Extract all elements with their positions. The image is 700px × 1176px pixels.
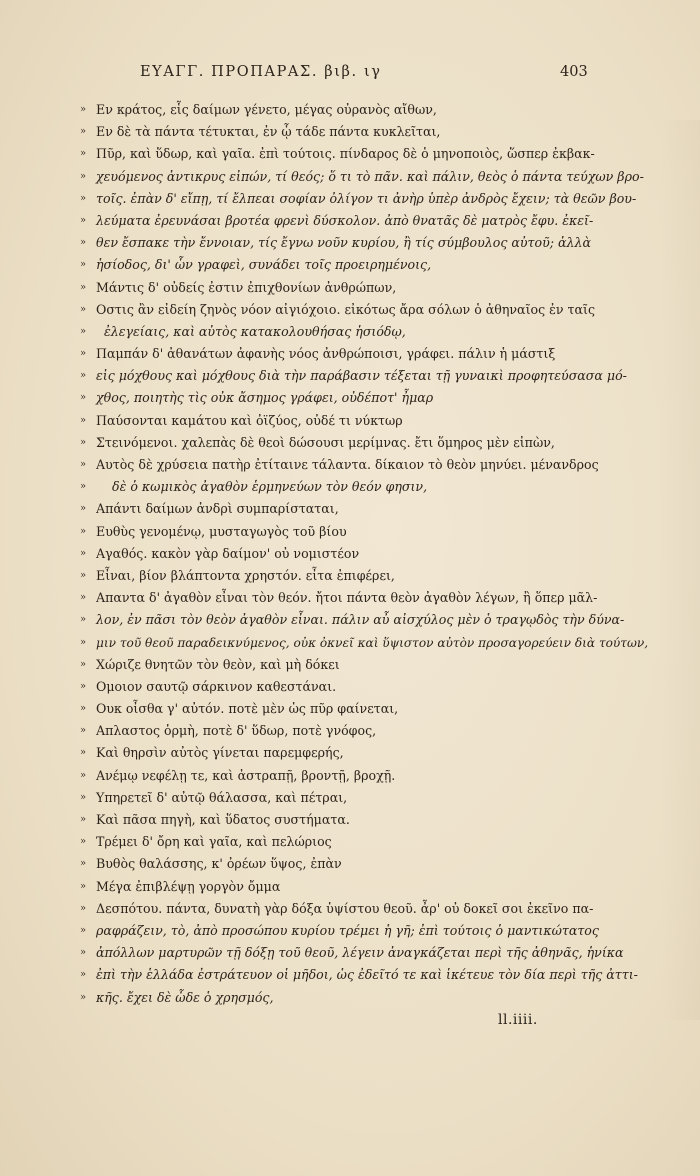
text-line [0, 299, 700, 321]
text-block [0, 99, 700, 1009]
line-text: Μάντις δ' οὐδείς ἐστιν ἐπιχθονίων ἀνθρώπων, [96, 279, 397, 295]
text-line [0, 99, 700, 121]
line-text: Καὶ πᾶσα πηγὴ, καὶ ὕδατος συστήματα. [96, 812, 350, 827]
line-text: Τρέμει δ' ὄρη καὶ γαῖα, καὶ πελώριος [96, 834, 332, 850]
text-line [0, 765, 700, 787]
quotation-mark: » [80, 902, 87, 914]
line-text: χθος, ποιητὴς τὶς οὐκ ἄσημος γράφει, οὐδέποτ' ἦμαρ [96, 390, 434, 406]
quotation-mark: » [80, 214, 87, 226]
line-text: Εν κράτος, εἷς δαίμων γένετο, μέγας οὐρανὸς αἴθων, [96, 102, 437, 117]
line-text: μιν τοῦ θεοῦ παραδεικνύμενος, οὐκ ὀκνεῖ καὶ ὕψιστον αὐτὸν προσαγορεύειν διὰ τούτων, [96, 635, 649, 650]
text-line [0, 543, 700, 565]
text-line [0, 609, 700, 631]
line-text: κῆς. ἔχει δὲ ὧδε ὁ χρησμός, [96, 989, 274, 1005]
line-text: χευόμενος ἀντικρυς εἰπών, τί θεός; ὅ τι τὸ πᾶν. καὶ πάλιν, θεὸς ὁ πάντα τεύχων βρο- [96, 168, 644, 184]
text-line [0, 787, 700, 809]
line-text: Ανέμῳ νεφέλῃ τε, καὶ ἀστραπῇ, βροντῇ, βροχῇ. [96, 767, 396, 783]
text-line [0, 521, 700, 543]
line-text: Στεινόμενοι. χαλεπὰς δὲ θεοὶ δώσουσι μερίμνας. ἔτι ὅμηρος μὲν εἰπὼν, [96, 434, 555, 450]
quotation-mark: » [80, 658, 87, 670]
line-text: Υπηρετεῖ δ' αὐτῷ θάλασσα, καὶ πέτραι, [96, 789, 348, 805]
quotation-mark: » [80, 592, 87, 604]
quotation-mark: » [80, 991, 87, 1003]
quotation-mark: » [80, 392, 87, 404]
quotation-mark: » [80, 858, 87, 870]
quotation-mark: » [80, 924, 87, 936]
text-line [0, 565, 700, 587]
line-text: Απαντα δ' ἀγαθὸν εἶναι τὸν θεόν. ἤτοι πάντα θεὸν ἀγαθὸν λέγων, ἢ ὅπερ μᾶλ- [96, 590, 598, 606]
text-line [0, 232, 700, 254]
page-number: 403 [560, 64, 588, 80]
quotation-mark: » [80, 325, 87, 337]
quotation-mark: » [80, 126, 87, 138]
line-text: λον, ἐν πᾶσι τὸν θεὸν ἀγαθὸν εἶναι. πάλιν αὖ αἰσχύλος μὲν ὁ τραγῳδὸς τὴν δύνα- [96, 612, 625, 628]
line-text: τοῖς. ἐπὰν δ' εἴπῃ, τί ἔλπεαι σοφίαν ὀλίγον τι ἀνὴρ ὑπὲρ ἀνδρὸς ἔχειν; τὰ θεῶν βου- [96, 190, 637, 206]
quotation-mark: » [80, 348, 87, 360]
quotation-mark: » [80, 947, 87, 959]
line-text: Πῦρ, καὶ ὕδωρ, καὶ γαῖα. ἐπὶ τούτοις. πίνδαρος δὲ ὁ μηνοποιὸς, ὥσπερ ἐκβακ- [96, 146, 595, 162]
page-header [0, 64, 700, 86]
text-line [0, 188, 700, 210]
line-text: Αγαθός. κακὸν γὰρ δαίμον' οὐ νομιστέον [96, 545, 360, 561]
quotation-mark: » [80, 303, 87, 315]
quotation-mark: » [80, 281, 87, 293]
text-line [0, 876, 700, 898]
text-line [0, 277, 700, 299]
text-line [0, 920, 700, 942]
line-text: ἡσίοδος, δι' ὧν γραφεὶ, συνάδει τοῖς προειρημένοις, [96, 257, 432, 273]
line-text: Ευθὺς γενομένῳ, μυσταγωγὸς τοῦ βίου [96, 523, 347, 539]
quotation-mark: » [80, 525, 87, 537]
text-line [0, 166, 700, 188]
line-text: ἐπὶ τὴν ἑλλάδα ἐστράτευον οἱ μῆδοι, ὡς ἐδεῖτό τε καὶ ἱκέτευε τὸν δία περὶ τῆς ἀττι- [96, 967, 638, 983]
quotation-mark: » [80, 459, 87, 470]
text-line [0, 742, 700, 764]
line-text: Μέγα ἐπιβλέψῃ γοργὸν ὄμμα [96, 878, 281, 894]
quotation-mark: » [80, 569, 87, 581]
text-line [0, 343, 700, 365]
quotation-mark: » [80, 481, 87, 493]
quotation-mark: » [80, 436, 87, 448]
line-text: Εν δὲ τὰ πάντα τέτυκται, ἐν ᾧ τάδε πάντα κυκλεῖται, [96, 124, 441, 140]
quotation-mark: » [80, 836, 87, 848]
text-line [0, 942, 700, 964]
text-line [0, 365, 700, 387]
line-text: δὲ ὁ κωμικὸς ἀγαθὸν ἑρμηνεύων τὸν θεόν φησιν, [112, 479, 428, 495]
text-line [0, 676, 700, 698]
text-line [0, 720, 700, 742]
quotation-mark: » [80, 636, 87, 648]
line-text: Ομοιον σαυτῷ σάρκινον καθεστάναι. [96, 678, 337, 694]
quotation-mark: » [80, 192, 87, 204]
quotation-mark: » [80, 259, 87, 271]
quotation-mark: » [80, 614, 87, 626]
text-line [0, 809, 700, 831]
text-line [0, 121, 700, 143]
quotation-mark: » [80, 769, 87, 781]
line-text: Απάντι δαίμων ἀνδρὶ συμπαρίσταται, [96, 501, 339, 517]
text-line [0, 143, 700, 165]
line-text: Χώριζε θνητῶν τὸν θεὸν, καὶ μὴ δόκει [96, 656, 340, 672]
quotation-mark: » [80, 880, 87, 892]
line-text: Αυτὸς δὲ χρύσεια πατὴρ ἐτίταινε τάλαντα. δίκαιον τὸ θεὸν μηνύει. μένανδρος [96, 457, 599, 472]
line-text: Οστις ἂν εἰδείη ζηνὸς νόον αἰγιόχοιο. εἰκότως ἄρα σόλων ὁ ἀθηναῖος ἐν ταῖς [96, 301, 596, 317]
text-line [0, 587, 700, 609]
line-text: λεύματα ἐρευνάσαι βροτέα φρενὶ δύσκολον. ἀπὸ θνατᾶς δὲ ματρὸς ἔφυ. ἐκεῖ- [96, 212, 594, 228]
line-text: ραφράζειν, τὸ, ἀπὸ προσώπου κυρίου τρέμει ἡ γῆ; ἐπὶ τούτοις ὁ μαντικώτατος [96, 922, 599, 938]
line-text: ἐλεγείαις, καὶ αὐτὸς κατακολουθήσας ἡσιόδῳ, [104, 323, 406, 339]
quotation-mark: » [80, 148, 87, 160]
text-line [0, 321, 700, 343]
line-text: Παύσονται καμάτου καὶ ὀϊζύος, οὐδέ τι νύκτωρ [96, 412, 403, 428]
text-line [0, 698, 700, 720]
text-line [0, 831, 700, 853]
line-text: ἀπόλλων μαρτυρῶν τῇ δόξῃ τοῦ θεοῦ, λέγειν ἀναγκάζεται περὶ τῆς ἀθηνᾶς, ἡνίκα [96, 945, 624, 961]
text-line [0, 254, 700, 276]
quotation-mark: » [80, 370, 87, 382]
text-line [0, 853, 700, 875]
line-text: Ουκ οἶσθα γ' αὐτόν. ποτὲ μὲν ὡς πῦρ φαίνεται, [96, 701, 399, 717]
quotation-mark: » [80, 170, 87, 182]
text-line [0, 964, 700, 986]
text-line [0, 654, 700, 676]
line-text: Παμπάν δ' ἀθανάτων ἀφανὴς νόος ἀνθρώποισι, γράφει. πάλιν ἡ μάστιξ [96, 346, 556, 362]
text-line [0, 387, 700, 409]
line-text: Απλαστος ὁρμὴ, ποτὲ δ' ὕδωρ, ποτὲ γνόφος, [96, 723, 377, 739]
text-line [0, 454, 700, 476]
quotation-mark: » [80, 703, 87, 715]
text-line [0, 632, 700, 654]
quotation-mark: » [80, 547, 87, 559]
text-line [0, 476, 700, 498]
line-text: Καὶ θηρσὶν αὐτὸς γίνεται παρεμφερής, [96, 745, 344, 761]
quotation-mark: » [80, 747, 87, 759]
text-line [0, 898, 700, 920]
text-line [0, 432, 700, 454]
quotation-mark: » [80, 791, 87, 803]
text-line [0, 498, 700, 520]
running-head: ΕΥΑΓΓ. ΠΡΟΠΑΡΑΣ. βιβ. ιγ [140, 64, 382, 80]
line-text: Δεσπότου. πάντα, δυνατὴ γὰρ δόξα ὑψίστου θεοῦ. ἆρ' οὐ δοκεῖ σοι ἐκεῖνο πα- [96, 900, 594, 916]
line-text: Εἶναι, βίον βλάπτοντα χρηστόν. εἶτα ἐπιφέρει, [96, 567, 395, 583]
quotation-mark: » [80, 503, 87, 515]
line-text: εἰς μόχθους καὶ μόχθους διὰ τὴν παράβασιν τέξεται τῇ γυναικὶ προφητεύσασα μό- [96, 368, 627, 384]
signature-mark: ll.iiii. [498, 1012, 538, 1028]
line-text: Βυθὸς θαλάσσης, κ' ὀρέων ὕψος, ἐπὰν [96, 856, 342, 872]
quotation-mark: » [80, 725, 87, 737]
quotation-mark: » [80, 237, 87, 249]
quotation-mark: » [80, 680, 87, 692]
quotation-mark: » [80, 814, 87, 825]
text-line [0, 410, 700, 432]
quotation-mark: » [80, 969, 87, 981]
quotation-mark: » [80, 104, 87, 115]
text-line [0, 987, 700, 1009]
quotation-mark: » [80, 414, 87, 426]
text-line [0, 210, 700, 232]
line-text: θεν ἔσπακε τὴν ἔννοιαν, τίς ἔγνω νοῦν κυρίου, ἢ τίς σύμβουλος αὐτοῦ; ἀλλὰ [96, 235, 591, 251]
